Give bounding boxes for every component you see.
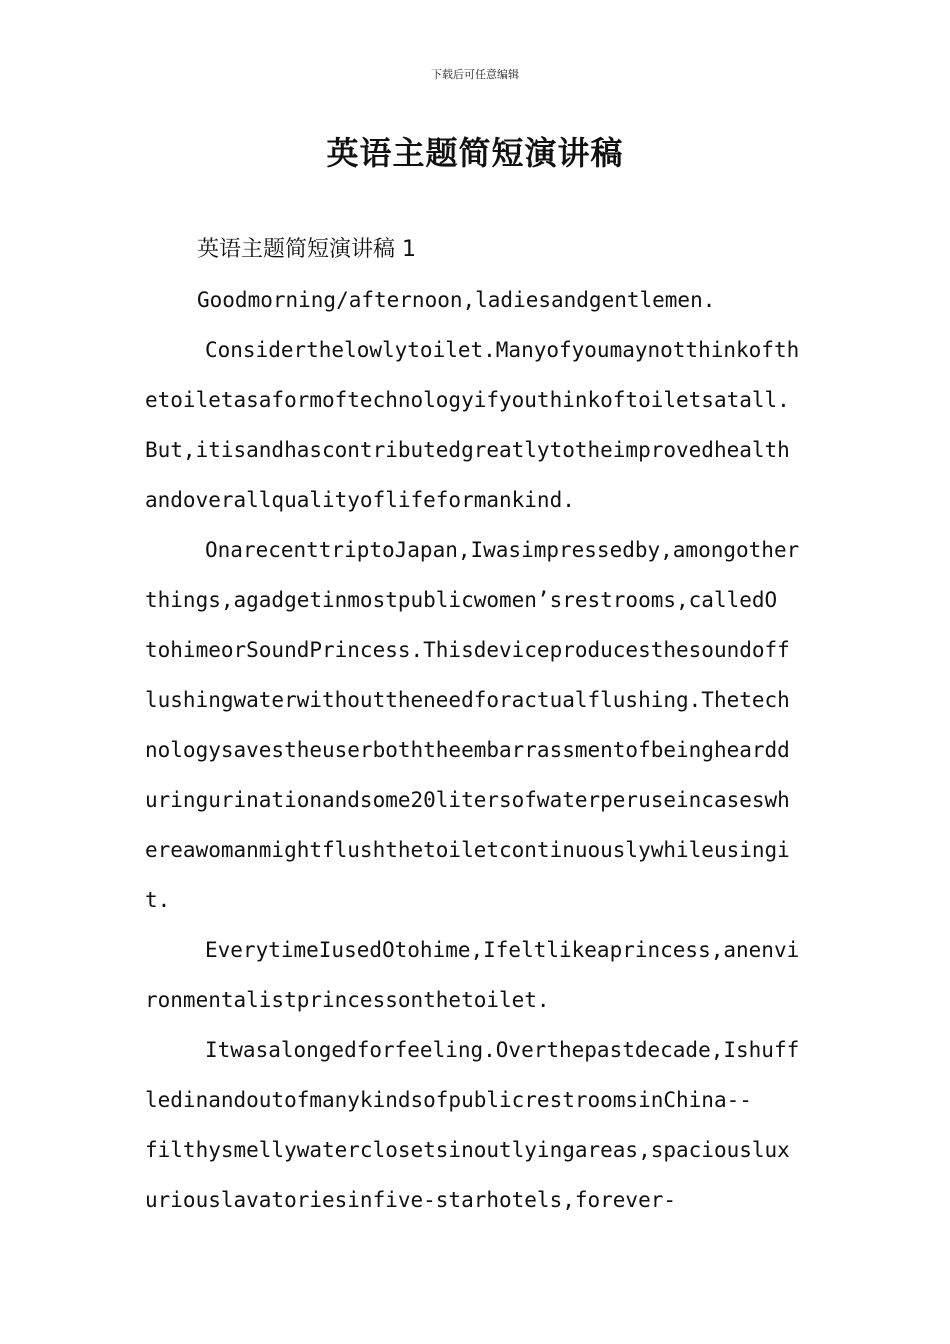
text-line: ronmentalistprincessonthetoilet.	[145, 988, 550, 1012]
text-line: tohimeorSoundPrincess.Thisdeviceproducesthesoundoff	[145, 638, 790, 662]
text-line: EverytimeIusedOtohime,Ifeltlikeaprincess,anenvi	[205, 938, 800, 962]
text-line: But,itisandhascontributedgreatlytotheimprovedhealth	[145, 438, 790, 462]
header-note: 下载后可任意编辑	[431, 68, 519, 81]
section-subtitle: 英语主题简短演讲稿 1	[197, 237, 416, 262]
text-line: t.	[145, 888, 171, 912]
text-line: ledinandoutofmanykindsofpublicrestroomsinChina--	[145, 1088, 752, 1112]
text-line: Goodmorning/afternoon,ladiesandgentlemen.	[197, 288, 716, 312]
text-line: OnarecenttriptoJapan,Iwasimpressedby,amongother	[205, 538, 800, 562]
document-body	[145, 225, 815, 1225]
text-line: lushingwaterwithouttheneedforactualflushing.Thetech	[145, 688, 790, 712]
text-line: Itwasalongedforfeeling.Overthepastdecade,Ishuff	[205, 1038, 800, 1062]
document-title: 英语主题简短演讲稿	[326, 134, 624, 172]
text-line: uringurinationandsome20litersofwaterperuseincaseswh	[145, 788, 790, 812]
text-line: etoiletasaformoftechnologyifyouthinkoftoiletsatall.	[145, 388, 790, 412]
text-line: filthysmellywaterclosetsinoutlyingareas,spaciouslux	[145, 1138, 790, 1162]
text-line: nologysavestheuserboththeembarrassmentofbeingheardd	[145, 738, 790, 762]
text-line: things,agadgetinmostpublicwomen’srestrooms,calledO	[145, 588, 778, 612]
text-line: ereawomanmightflushthetoiletcontinuouslywhileusingi	[145, 838, 790, 862]
text-line: andoverallqualityoflifeformankind.	[145, 488, 575, 512]
text-line: Considerthelowlytoilet.Manyofyoumaynotthinkofth	[205, 338, 800, 362]
text-line: uriouslavatoriesinfive-starhotels,forever-	[145, 1188, 677, 1212]
